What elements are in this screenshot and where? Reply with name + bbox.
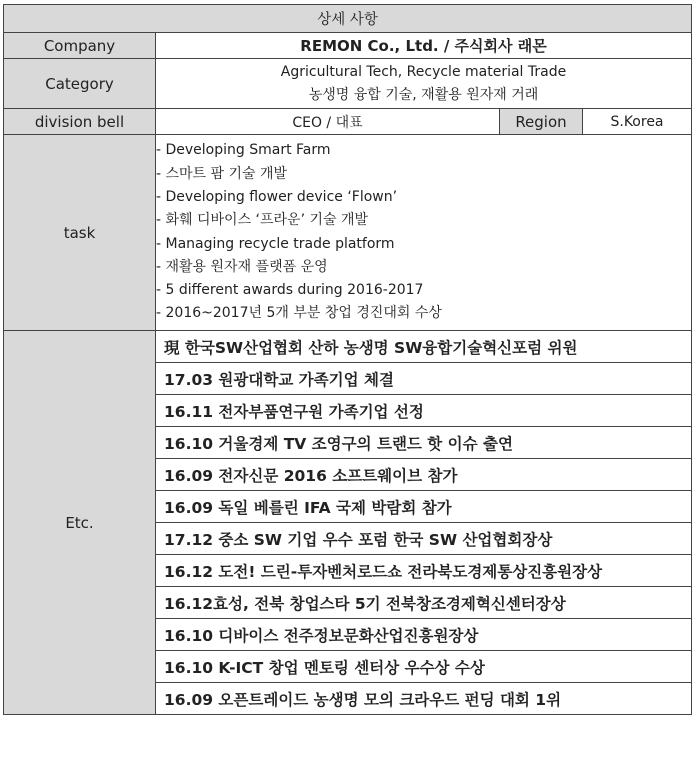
company-value: REMON Co., Ltd. / 주식회사 래몬 [156,33,692,59]
task-list [156,135,692,331]
etc-item: 17.12 중소 SW 기업 우수 포럼 한국 SW 산업협회장상 [156,523,692,555]
task-item: - 5 different awards during 2016-2017 [156,282,424,299]
region-label: Region [500,109,583,135]
task-label: task [4,135,156,331]
task-item: - Managing recycle trade platform [156,235,395,252]
etc-item: 17.03 원광대학교 가족기업 체결 [156,363,692,395]
company-label: Company [4,33,156,59]
category-line-ko: 농생명 융합 기술, 재활용 원자재 거래 [308,86,539,103]
etc-item: 16.10 거울경제 TV 조영구의 트랜드 핫 이슈 출연 [156,427,692,459]
division-value: CEO / 대표 [156,109,500,135]
etc-item: 16.09 오픈트레이드 농생명 모의 크라우드 펀딩 대회 1위 [156,683,692,715]
category-label: Category [4,59,156,109]
division-label: division bell [4,109,156,135]
task-item: - Developing Smart Farm [156,142,331,159]
task-item: - Developing flower device ‘Flown’ [156,188,398,205]
task-item: - 스마트 팜 기술 개발 [156,165,288,182]
etc-item: 16.10 디바이스 전주정보문화산업진흥원장상 [156,619,692,651]
category-value [156,59,692,109]
category-line-en: Agricultural Tech, Recycle material Trade [280,63,567,80]
region-value: S.Korea [583,109,692,135]
table-title: 상세 사항 [4,5,692,33]
etc-item: 16.12 도전! 드린-투자벤처로드쇼 전라북도경제통상진흥원장상 [156,555,692,587]
etc-item: 16.09 독일 베를린 IFA 국제 박람회 참가 [156,491,692,523]
task-item: - 재활용 원자재 플랫폼 운영 [156,258,328,275]
etc-item: 16.10 K-ICT 창업 멘토링 센터상 우수상 수상 [156,651,692,683]
task-item: - 화훼 디바이스 ‘프라운’ 기술 개발 [156,212,369,229]
etc-item: 16.11 전자부품연구원 가족기업 선정 [156,395,692,427]
etc-item: 16.09 전자신문 2016 소프트웨이브 참가 [156,459,692,491]
task-item: - 2016~2017년 5개 부분 창업 경진대회 수상 [156,305,442,322]
etc-item: 16.12효성, 전북 창업스타 5기 전북창조경제혁신센터장상 [156,587,692,619]
detail-table [3,4,692,715]
etc-label: Etc. [4,331,156,715]
etc-item: 現 한국SW산업협회 산하 농생명 SW융합기술혁신포럼 위원 [156,331,692,363]
